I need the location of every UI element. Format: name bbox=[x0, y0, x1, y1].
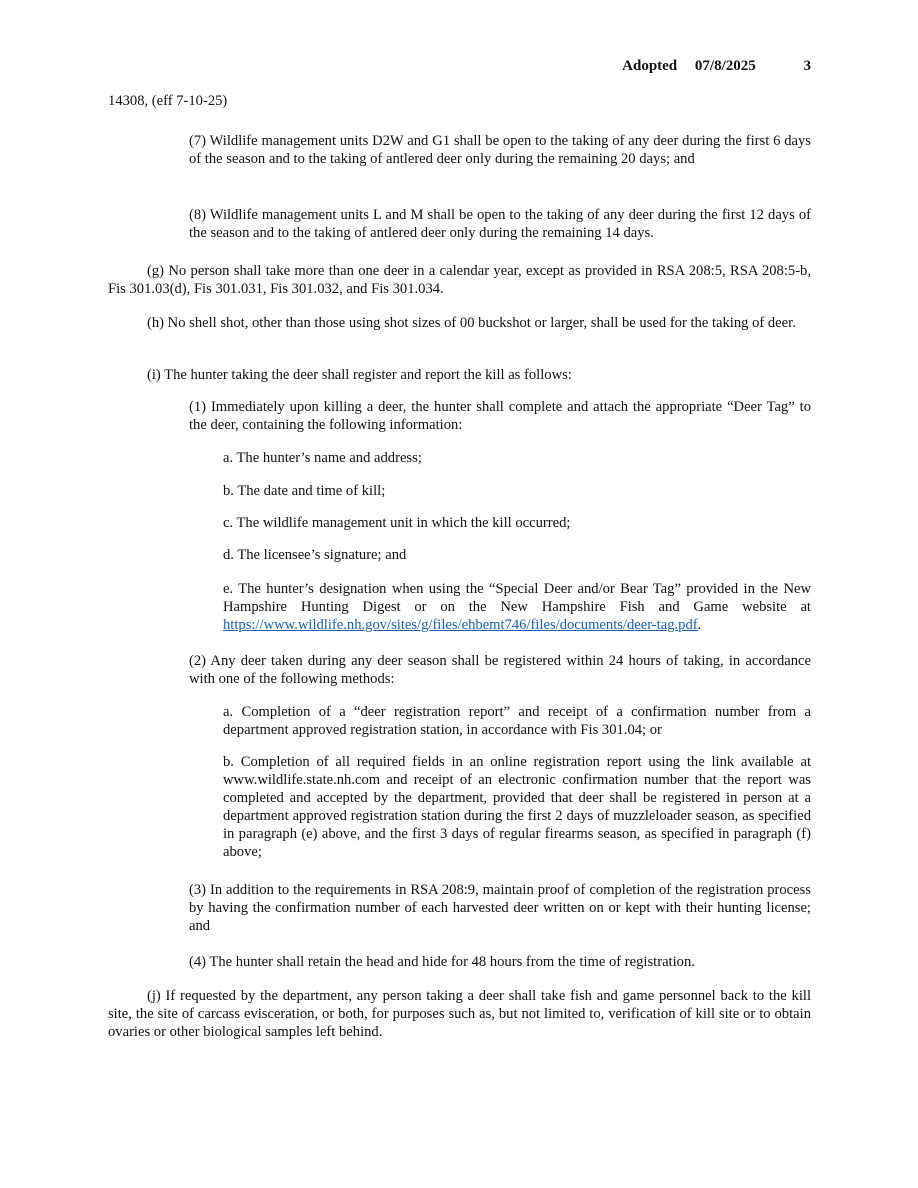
paragraph-f7: (7) Wildlife management units D2W and G1 shall be open to the taking of any deer during the first 6 days of the season and to the taking of antlered deer only during the remaining 20 days; and bbox=[189, 133, 811, 167]
paragraph-i4: (4) The hunter shall retain the head and hide for 48 hours from the time of registration. bbox=[189, 954, 695, 970]
paragraph-h: (h) No shell shot, other than those using shot sizes of 00 buckshot or larger, shall be used for the taking of deer. bbox=[147, 315, 796, 331]
page-header bbox=[622, 57, 811, 75]
list-item-i1c: c. The wildlife management unit in which the kill occurred; bbox=[223, 515, 571, 531]
carryover-text: 14308, (eff 7-10-25) bbox=[108, 93, 228, 109]
adoption-status: Adopted bbox=[622, 58, 678, 74]
list-item-i1e bbox=[223, 580, 811, 634]
list-item-i1b: b. The date and time of kill; bbox=[223, 483, 386, 499]
list-item-i2a: a. Completion of a “deer registration report” and receipt of a confirmation number from a department approved registration station, in accordance with Fis 301.04; or bbox=[223, 704, 811, 738]
paragraph-i3: (3) In addition to the requirements in RSA 208:9, maintain proof of completion of the registration process by having the confirmation number of each harvested deer written on or kept with their hunting license; and bbox=[189, 882, 811, 934]
list-item-i2b: b. Completion of all required fields in an online registration report using the link available at www.wildlife.state.nh.com and receipt of an electronic confirmation number that the report was completed and accepted by the department, provided that deer shall be registered in person at a department approved registration station during the first 2 days of muzzleloader season, as specified in paragraph (e) above, and the first 3 days of regular firearms season, as specified in paragraph (f) above; bbox=[223, 754, 811, 860]
paragraph-i1: (1) Immediately upon killing a deer, the hunter shall complete and attach the appropriate “Deer Tag” to the deer, containing the following information: bbox=[189, 399, 811, 433]
list-item-i1d: d. The licensee’s signature; and bbox=[223, 547, 407, 563]
deer-tag-link[interactable]: https://www.wildlife.nh.gov/sites/g/files/ehbemt746/files/documents/deer-tag.pdf bbox=[223, 617, 698, 633]
paragraph-i: (i) The hunter taking the deer shall register and report the kill as follows: bbox=[147, 367, 572, 383]
paragraph-g: (g) No person shall take more than one deer in a calendar year, except as provided in RSA 208:5, RSA 208:5-b, Fis 301.03(d), Fis 301.031, Fis 301.032, and Fis 301.034. bbox=[108, 263, 811, 297]
list-item-i1e-text: e. The hunter’s designation when using the “Special Deer and/or Bear Tag” provided in the New Hampshire Hunting Digest or on the New Hampshire Fish and Game website at bbox=[223, 581, 811, 615]
paragraph-f8: (8) Wildlife management units L and M shall be open to the taking of any deer during the first 12 days of the season and to the taking of antlered deer only during the remaining 14 days. bbox=[189, 207, 811, 241]
paragraph-i2: (2) Any deer taken during any deer season shall be registered within 24 hours of taking, in accordance with one of the following methods: bbox=[189, 653, 811, 687]
list-item-i1e-end: . bbox=[697, 617, 702, 633]
adoption-date: 07/8/2025 bbox=[694, 58, 756, 74]
paragraph-j: (j) If requested by the department, any person taking a deer shall take fish and game personnel back to the kill site, the site of carcass evisceration, or both, for purposes such as, but not limited to, verification of kill site or to obtain ovaries or other biological samples left behind. bbox=[108, 988, 811, 1040]
page-number: 3 bbox=[803, 58, 811, 74]
list-item-i1a: a. The hunter’s name and address; bbox=[223, 450, 422, 466]
